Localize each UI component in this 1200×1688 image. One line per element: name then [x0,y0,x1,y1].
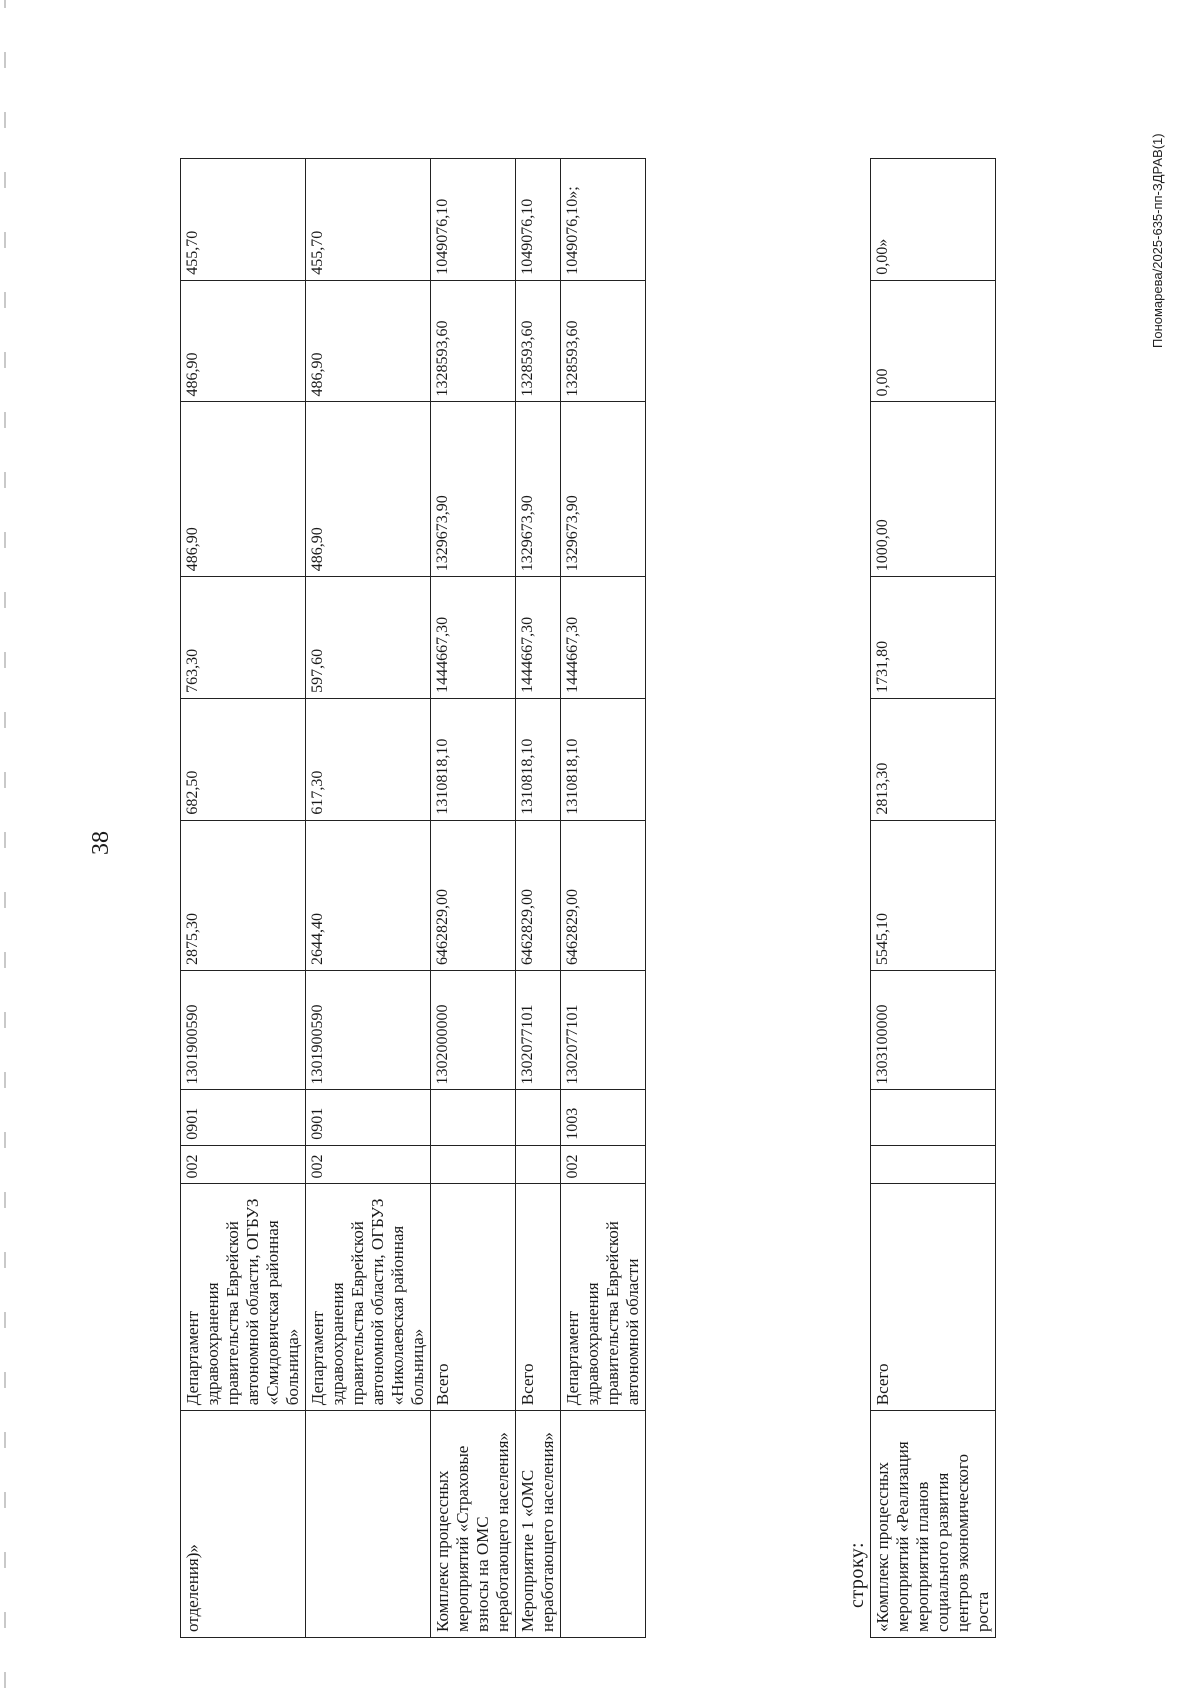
table-cell: 002 [561,1145,646,1184]
footer-document-code: Пономарева/2025-635-пп-ЗДРАВ(1) [1150,133,1165,348]
table-cell: 455,70 [306,159,431,281]
table-cell: 1328593,60 [561,280,646,402]
table-row [181,159,306,1638]
table-cell: 1000,00 [871,402,996,577]
table-cell: 2813,30 [871,698,996,820]
table-cell [561,1411,646,1638]
table-cell: 1310818,10 [561,698,646,820]
table-cell: 1301900590 [181,971,306,1090]
table-cell: 6462829,00 [561,820,646,970]
page-number: 38 [88,831,114,855]
table-cell: отделения)» [181,1411,306,1638]
table-cell: 1444667,30 [516,577,561,699]
table-cell: 1303100000 [871,971,996,1090]
table-cell: 1328593,60 [516,280,561,402]
table-cell: 2875,30 [181,820,306,970]
line-label: строку: [846,1541,868,1608]
table-cell: 1310818,10 [431,698,516,820]
table-cell: 1302000000 [431,971,516,1090]
table-cell: 002 [181,1145,306,1184]
table-cell [431,1145,516,1184]
table-cell: 2644,40 [306,820,431,970]
table-cell [516,1090,561,1145]
table-cell: 1049076,10 [516,159,561,281]
table-row [871,159,996,1638]
table-cell: 1444667,30 [431,577,516,699]
table-cell: Мероприятие 1 «ОМС неработающего населения» [516,1411,561,1638]
table-cell [871,1090,996,1145]
table-cell: 1049076,10 [431,159,516,281]
table-cell [516,1145,561,1184]
budget-table [180,158,646,1638]
budget-table-addition [870,158,996,1638]
table-cell: 1328593,60 [431,280,516,402]
table-cell [871,1145,996,1184]
table-cell: 682,50 [181,698,306,820]
table-cell: Департамент здравоохранения правительства Еврейской автономной области [561,1184,646,1411]
table-row [431,159,516,1638]
table-cell: Комплекс процессных мероприятий «Страховые взносы на ОМС неработающего населения» [431,1411,516,1638]
table-cell: 486,90 [181,280,306,402]
table-cell: 1003 [561,1090,646,1145]
table-cell: 597,60 [306,577,431,699]
table-cell: Всего [431,1184,516,1411]
table-cell: 1049076,10»; [561,159,646,281]
table-cell: 002 [306,1145,431,1184]
table-cell: Всего [516,1184,561,1411]
table-cell: 763,30 [181,577,306,699]
table-cell: Всего [871,1184,996,1411]
table-cell: 486,90 [306,280,431,402]
table-cell: 1731,80 [871,577,996,699]
table-cell [431,1090,516,1145]
table-cell: Департамент здравоохранения правительства Еврейской автономной области, ОГБУЗ «Николаевская районная больница» [306,1184,431,1411]
table-cell: 617,30 [306,698,431,820]
table-cell: 6462829,00 [431,820,516,970]
table-row [561,159,646,1638]
table-cell: 6462829,00 [516,820,561,970]
table-cell: 486,90 [306,402,431,577]
table-cell: 1444667,30 [561,577,646,699]
table-cell: 455,70 [181,159,306,281]
table-cell: 1329673,90 [516,402,561,577]
table-cell: 0,00» [871,159,996,281]
table-row [306,159,431,1638]
table-row [516,159,561,1638]
table-cell [306,1411,431,1638]
table-cell: 1301900590 [306,971,431,1090]
table-cell: 1329673,90 [431,402,516,577]
table-cell: 1302077101 [516,971,561,1090]
table-cell: 0901 [306,1090,431,1145]
table-cell: 0901 [181,1090,306,1145]
table-cell: 0,00 [871,280,996,402]
table-cell: «Комплекс процессных мероприятий «Реализация мероприятий планов социального развития центров экономического роста [871,1411,996,1638]
table-cell: 486,90 [181,402,306,577]
table-cell: Департамент здравоохранения правительства Еврейской автономной области, ОГБУЗ «Смидовичская районная больница» [181,1184,306,1411]
table-cell: 1310818,10 [516,698,561,820]
table-cell: 1329673,90 [561,402,646,577]
table-cell: 1302077101 [561,971,646,1090]
table-cell: 5545,10 [871,820,996,970]
punch-hole-marks [4,0,6,1688]
